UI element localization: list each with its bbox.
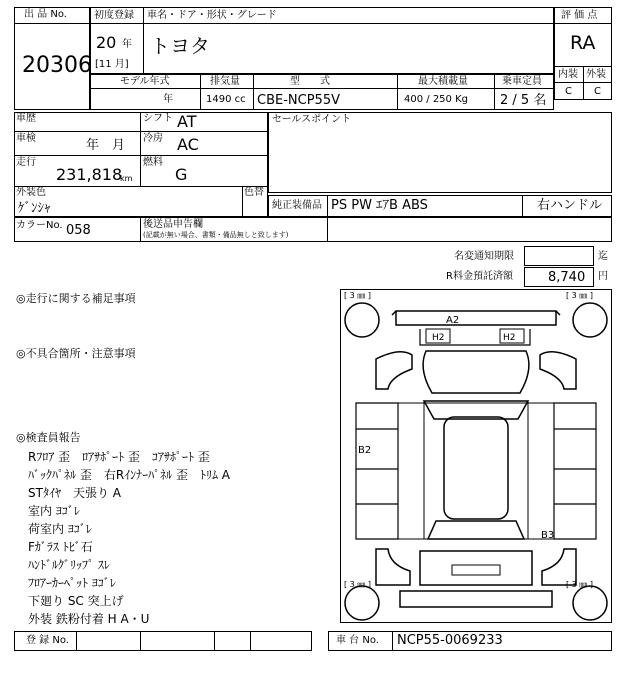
tire-depth-front-left: [ 3 ㎜ ] [344, 291, 371, 300]
color-no-value: 058 [66, 223, 91, 238]
mileage-value: 231,818 [56, 165, 123, 184]
mark-b3: B3 [541, 530, 555, 541]
color-change-label: 色替 [244, 187, 264, 198]
recycle-label: R料金預託済額 [446, 271, 513, 282]
driving-notes-label: ◎走行に関する補足事項 [16, 292, 136, 305]
grade-label: 評 価 点 [561, 10, 598, 21]
steering-value: 右ハンドル [537, 198, 603, 213]
equipment-label: 純正装備品 [272, 200, 322, 211]
capacity-value: 2 / 5 名 [500, 93, 547, 108]
tire-depth-rear-left: [ 3 ㎜ ] [344, 580, 371, 589]
lot-number: 20306 [22, 53, 92, 78]
chassis-number: NCP55-0069233 [397, 633, 503, 648]
inspection-value: 年 月 [86, 138, 126, 153]
report-line: 室内 ﾖｺﾞﾚ [28, 504, 80, 518]
name-change-label: 名変通知期限 [454, 251, 514, 262]
shift-label: シフト [143, 113, 173, 124]
first-reg-year: 20 [96, 33, 117, 52]
mark-b2: B2 [358, 445, 372, 456]
max-load-value: 400 / 250 Kg [404, 94, 468, 105]
fuel-value: G [175, 165, 188, 184]
ext-color-value: ｹﾞﾝｼｬ [18, 201, 51, 216]
displacement-label: 排気量 [210, 76, 240, 87]
chassis-label: 車 台 No. [336, 635, 379, 646]
tire-depth-rear-right: [ 3 ㎜ ] [566, 580, 593, 589]
model-year-label: モデル年式 [120, 76, 170, 87]
mark-h2-left: H2 [432, 333, 445, 343]
report-line: 外装 鉄粉付着 H A・U [28, 612, 150, 626]
mark-a2: A2 [446, 315, 460, 326]
year-unit: 年 [122, 39, 132, 50]
car-damage-diagram [340, 289, 612, 623]
recycle-unit: 円 [598, 271, 608, 282]
name-change-unit: 迄 [598, 251, 608, 262]
ext-color-label: 外装色 [16, 187, 46, 198]
sales-point-label: セールスポイント [272, 114, 352, 125]
exterior-grade: C [594, 86, 601, 97]
report-line: ﾊﾞｯｸﾊﾟﾈﾙ 歪 右Rｲﾝﾅｰﾊﾟﾈﾙ 歪 ﾄﾘﾑ A [28, 468, 230, 482]
recycle-value: 8,740 [548, 270, 586, 285]
lot-label: 出 品 No. [24, 9, 67, 20]
details-box [14, 112, 268, 217]
inspector-report-label: ◎検査員報告 [16, 431, 81, 444]
reg-no-label: 登 録 No. [26, 635, 69, 646]
exterior-label: 外装 [586, 69, 606, 80]
displacement-value: 1490 cc [206, 94, 246, 105]
interior-label: 内装 [558, 69, 578, 80]
interior-grade: C [565, 86, 572, 97]
diagram-frame [341, 290, 612, 623]
mileage-unit: km [120, 174, 133, 183]
ac-label: 冷房 [143, 133, 163, 144]
report-line: ﾌﾛｱｰｶｰﾍﾟｯﾄ ﾖｺﾞﾚ [28, 576, 116, 590]
equipment-value: PS PW ｴｱB ABS [331, 198, 428, 213]
color-no-box [14, 217, 612, 242]
overall-grade: RA [570, 32, 596, 54]
inspection-label: 車検 [16, 133, 36, 144]
color-no-label: カラーNo. [16, 220, 63, 231]
report-line: Fｶﾞﾗｽ ﾄﾋﾞ石 [28, 540, 93, 554]
report-line: Rﾌﾛｱ 歪 ﾛｱｻﾎﾟｰﾄ 歪 ｺｱｻﾎﾟｰﾄ 歪 [28, 450, 210, 464]
later-docs-note: (記載が無い場合、書類・備品無しと致します) [143, 231, 289, 239]
mileage-label: 走行 [16, 157, 36, 168]
type-value: CBE-NCP55V [257, 93, 340, 108]
history-label: 車歴 [16, 113, 36, 124]
first-reg-month: [11 月] [95, 59, 129, 70]
report-line: 下廻り SC 突上げ [28, 594, 124, 608]
later-docs-label: 後送品申告欄 [143, 219, 203, 230]
defects-notes-label: ◎不具合箇所・注意事項 [16, 347, 136, 360]
shift-value: AT [177, 112, 197, 131]
car-name-label: 車名・ドア・形状・グレード [147, 10, 277, 21]
type-label: 型 式 [290, 76, 330, 87]
car-name: トヨタ [150, 34, 210, 58]
ac-value: AC [177, 135, 199, 154]
model-year-value: 年 [163, 94, 173, 105]
capacity-label: 乗車定員 [502, 76, 542, 87]
mark-h2-right: H2 [503, 333, 516, 343]
max-load-label: 最大積載量 [418, 76, 468, 87]
name-change-box [524, 246, 594, 266]
report-line: STﾀｲﾔ 天張り A [28, 486, 121, 500]
report-line: ﾊﾝﾄﾞﾙｸﾞﾘｯﾌﾟ ｽﾚ [28, 558, 110, 572]
first-reg-label: 初度登録 [94, 10, 134, 21]
tire-depth-front-right: [ 3 ㎜ ] [566, 291, 593, 300]
report-line: 荷室内 ﾖｺﾞﾚ [28, 522, 92, 536]
fuel-label: 燃料 [143, 157, 163, 168]
